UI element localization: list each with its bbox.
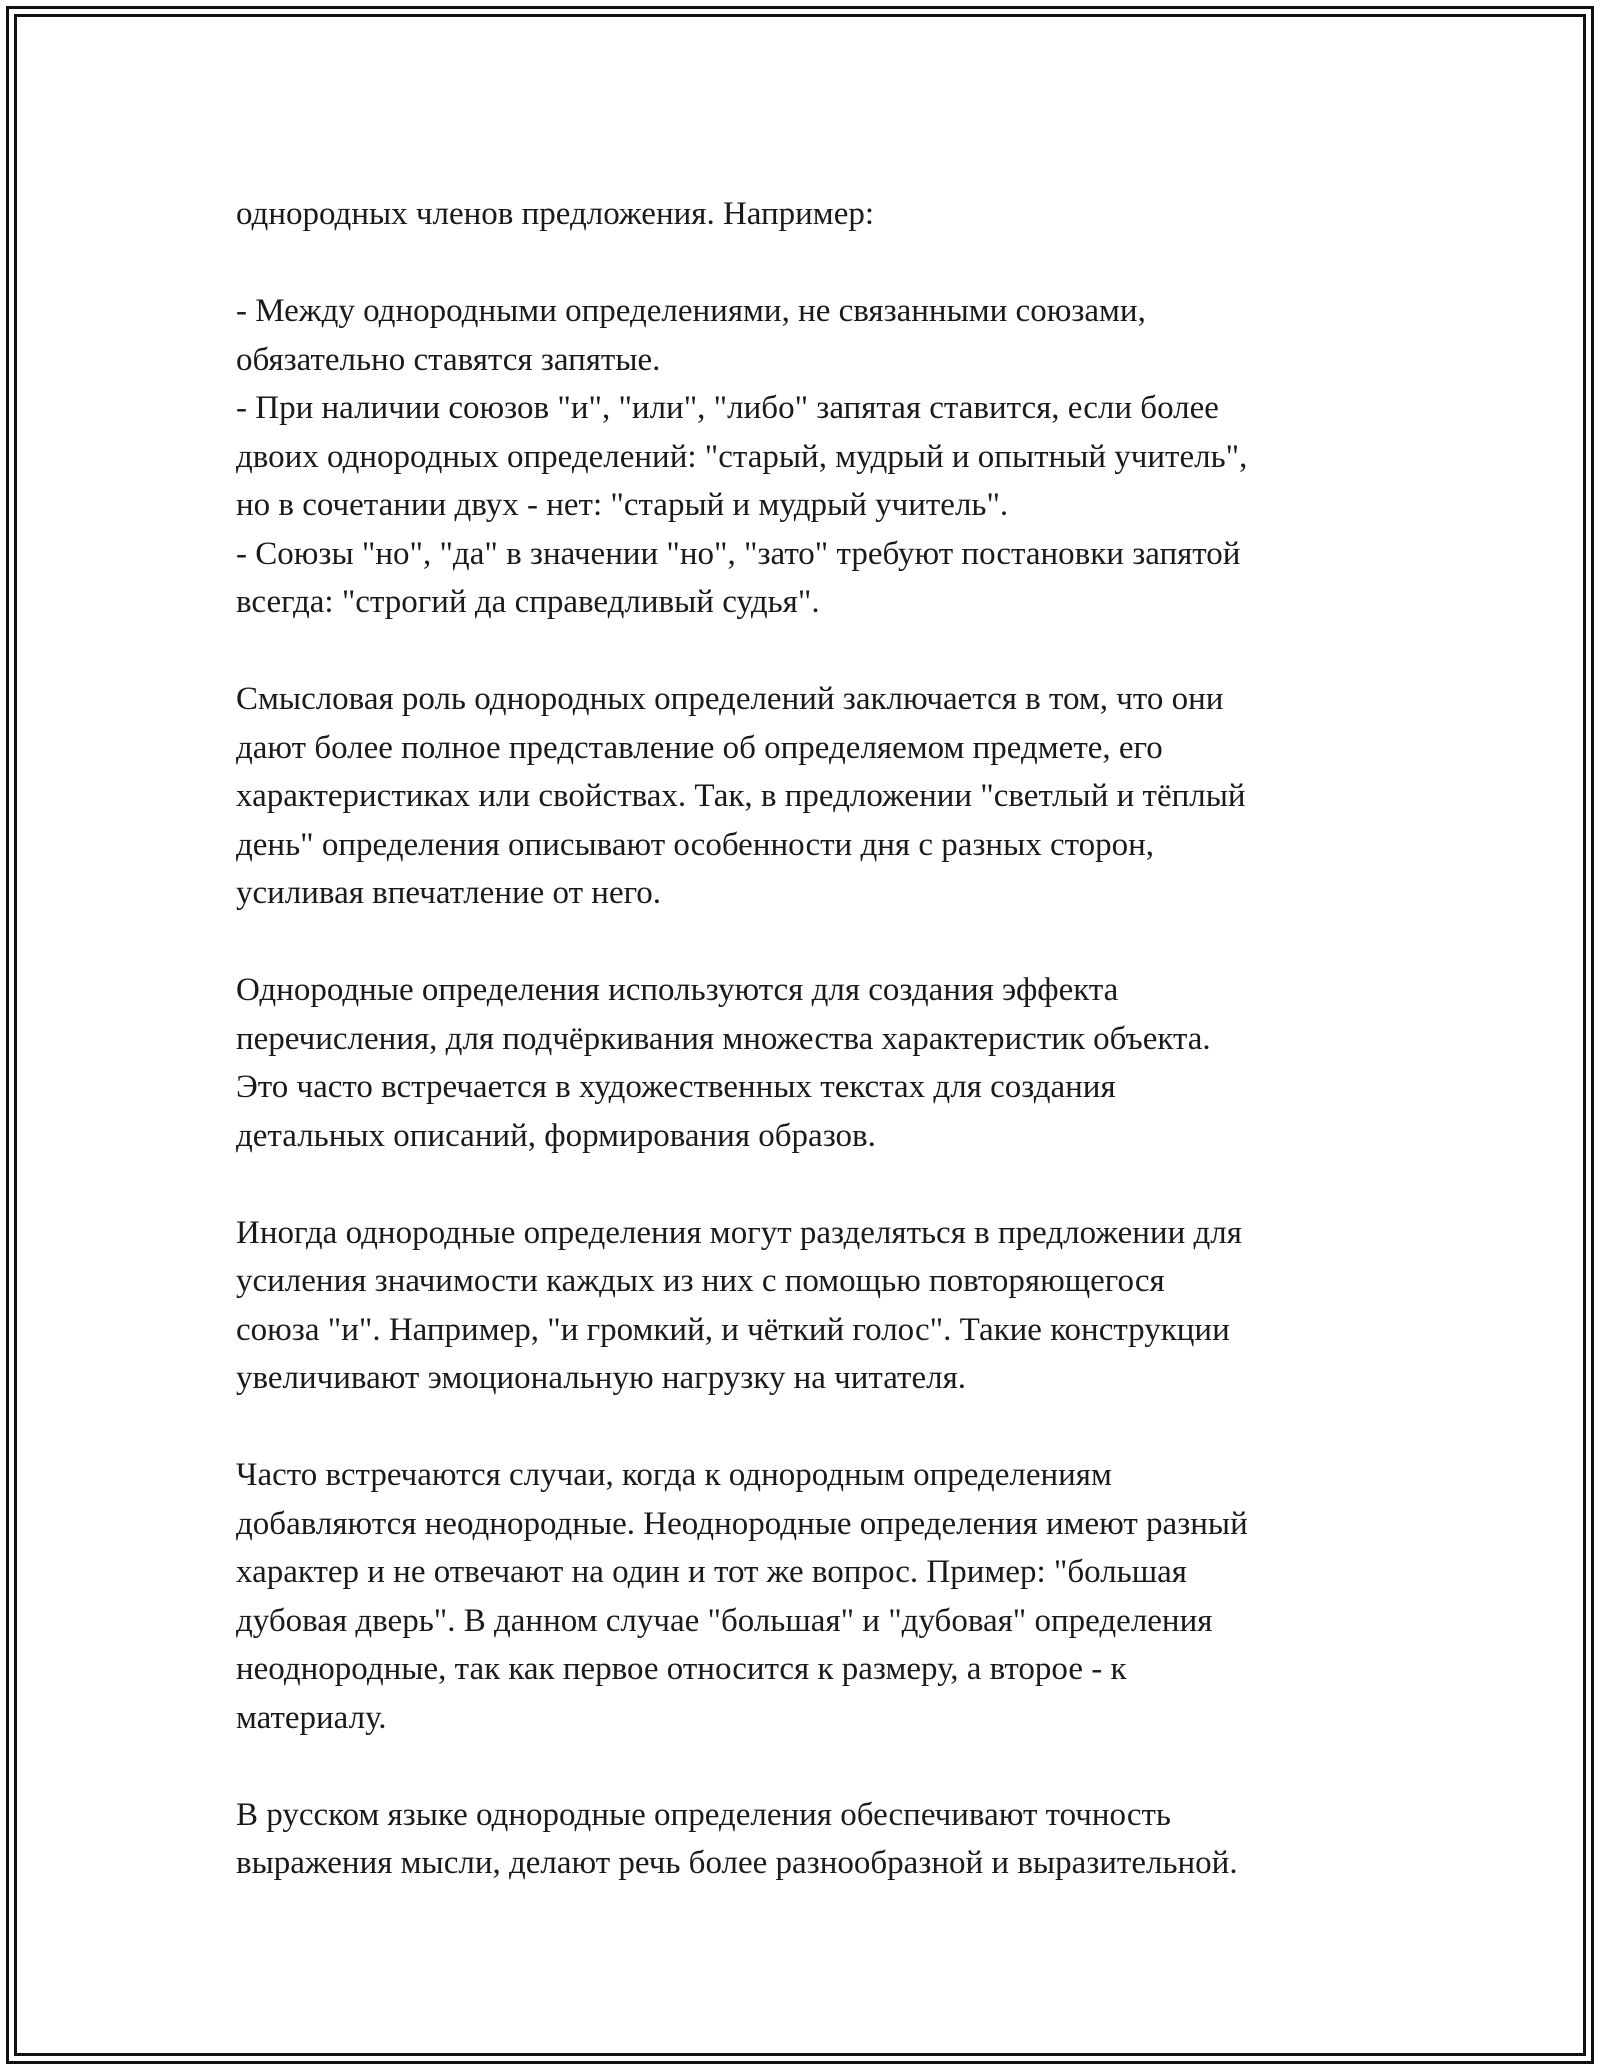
paragraph xyxy=(236,1209,1406,1403)
text-line: однородных членов предложения. Например: xyxy=(236,196,875,232)
text-line: обязательно ставятся запятые. xyxy=(236,341,661,378)
paragraph xyxy=(236,966,1406,1160)
text-line: усиления значимости каждых из них с помощью повторяющегося xyxy=(236,1263,1165,1299)
text-line: но в сочетании двух - нет: "старый и мудрый учитель". xyxy=(236,487,1009,523)
text-line: двоих однородных определений: "старый, мудрый и опытный учитель", xyxy=(236,438,1248,475)
text-line: Иногда однородные определения могут разделяться в предложении для xyxy=(236,1214,1242,1251)
text-line: - Союзы "но", "да" в значении "но", "зато" требуют постановки запятой xyxy=(236,535,1241,572)
text-line: Это часто встречается в художественных текстах для создания xyxy=(236,1069,1116,1105)
paragraph xyxy=(236,190,1406,239)
text-line: неоднородные, так как первое относится к размеру, а второе - к xyxy=(236,1651,1127,1687)
text-line: перечисления, для подчёркивания множества характеристик объекта. xyxy=(236,1020,1211,1057)
text-line: В русском языке однородные определения обеспечивают точность xyxy=(236,1796,1171,1833)
text-line: материалу. xyxy=(236,1699,387,1736)
text-line: Смысловая роль однородных определений заключается в том, что они xyxy=(236,681,1224,717)
text-line: союза "и". Например, "и громкий, и чёткий голос". Такие конструкции xyxy=(236,1311,1230,1348)
text-line: дубовая дверь". В данном случае "большая" и "дубовая" определения xyxy=(236,1602,1213,1639)
text-line: выражения мысли, делают речь более разнообразной и выразительной. xyxy=(236,1845,1238,1881)
text-line: день" определения описывают особенности дня с разных сторон, xyxy=(236,826,1155,863)
paragraph xyxy=(236,287,1406,627)
text-line: добавляются неоднородные. Неоднородные определения имеют разный xyxy=(236,1505,1248,1542)
text-line: усиливая впечатление от него. xyxy=(236,875,662,911)
text-line: - Между однородными определениями, не связанными союзами, xyxy=(236,293,1146,329)
paragraph xyxy=(236,1451,1406,1742)
text-line: дают более полное представление об определяемом предмете, его xyxy=(236,729,1163,766)
text-line: детальных описаний, формирования образов. xyxy=(236,1117,876,1154)
text-line: Однородные определения используются для создания эффекта xyxy=(236,972,1119,1008)
text-line: характер и не отвечают на один и тот же вопрос. Пример: "большая xyxy=(236,1554,1187,1590)
document-body xyxy=(236,190,1406,1888)
text-line: всегда: "строгий да справедливый судья". xyxy=(236,584,820,620)
text-line: Часто встречаются случаи, когда к однородным определениям xyxy=(236,1457,1112,1493)
text-line: - При наличии союзов "и", "или", "либо" запятая ставится, если более xyxy=(236,390,1219,426)
paragraph xyxy=(236,1791,1406,1888)
text-line: характеристиках или свойствах. Так, в предложении "светлый и тёплый xyxy=(236,778,1246,814)
paragraph xyxy=(236,675,1406,918)
text-line: увеличивают эмоциональную нагрузку на читателя. xyxy=(236,1360,967,1396)
